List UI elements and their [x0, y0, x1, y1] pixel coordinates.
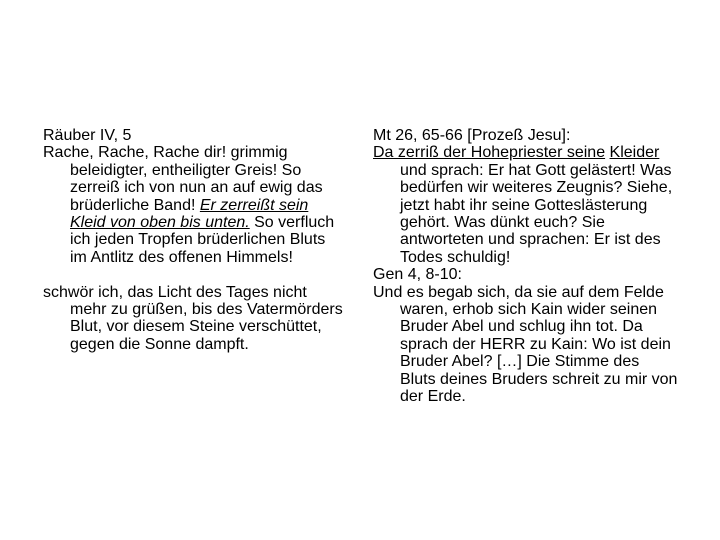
left-paragraph-1 [43, 144, 343, 266]
underlined-phrase-2: Kleider [609, 144, 660, 162]
right-heading-2: Gen 4, 8-10: [373, 266, 462, 284]
left-paragraph-2: schwör ich, das Licht des Tages nicht mehr zu grüßen, bis des Vatermörders Blut, vor diesem Steine verschüttet, gegen die Sonne dampft. [43, 283, 343, 353]
stage-direction: Er zerreißt sein Kleid von oben bis unten. [70, 196, 309, 232]
right-column [373, 127, 678, 406]
left-paragraph-1-text-before: Rache, Rache, Rache dir! grimmig beleidigter, entheiligter Greis! So zerreiß ich von nun an auf ewig das brüderliche Band! [43, 144, 323, 214]
left-column [43, 127, 343, 353]
left-heading: Räuber IV, 5 [43, 127, 132, 144]
right-heading-1: Mt 26, 65-66 [Prozeß Jesu]: [373, 127, 571, 144]
right-paragraph-1 [373, 144, 678, 266]
right-paragraph-1-text-after: und sprach: Er hat Gott gelästert! Was bedürfen wir weiteres Zeugnis? Siehe, jetzt habt ihr seine Gotteslästerung gehört. Was dünkt euch? Sie antworteten und sprachen: Er ist des Todes schuldig! [400, 161, 673, 266]
left-paragraph-1-text-after: So verfluch ich jeden Tropfen brüderlichen Bluts im Antlitz des offenen Himmels! [70, 214, 335, 266]
right-paragraph-2: Und es begab sich, da sie auf dem Felde waren, erhob sich Kain wider seinen Bruder Abel und schlug ihn tot. Da sprach der HERR zu Kain: Wo ist dein Bruder Abel? […] Die Stimme des Bluts deines Bruders schreit zu mir von der Erde. [373, 283, 678, 406]
underlined-phrase-1: Da zerriß der Hohepriester seine [373, 144, 606, 162]
